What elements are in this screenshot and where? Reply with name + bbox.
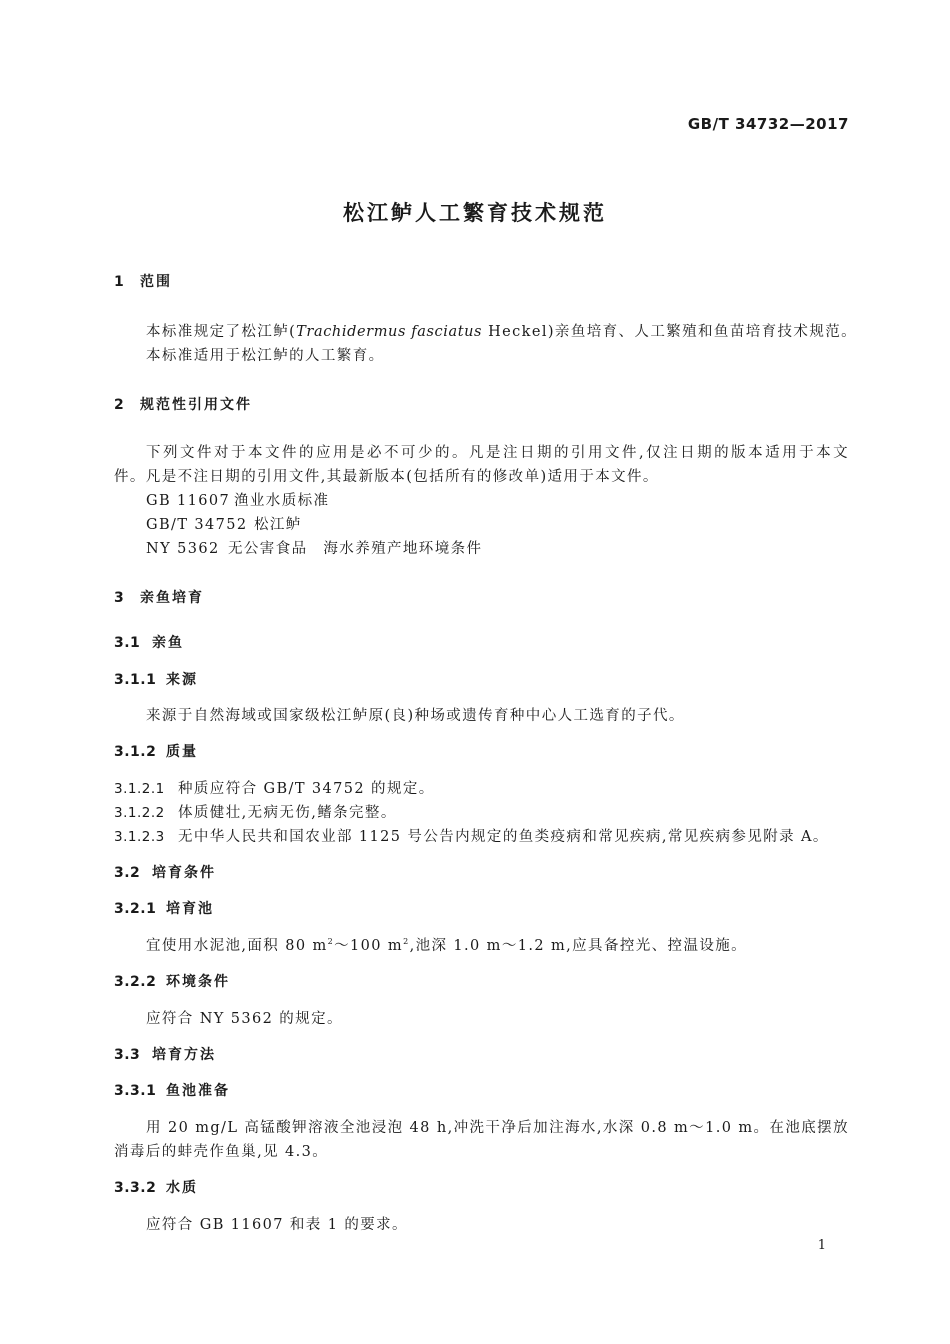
section-1-heading-text (114, 271, 172, 291)
clause-3-1-2-3 (114, 825, 829, 846)
pond-prep-line-2: 消毒后的蚌壳作鱼巢,见 4.3。 (114, 1144, 329, 1160)
page-number: 1 (817, 1238, 826, 1253)
page-title: 松江鲈人工繁育技术规范 (343, 201, 607, 225)
subsection-3-1-heading (114, 632, 184, 652)
subsection-3-1-2-heading (114, 741, 198, 761)
clause-text: 种质应符合 GB/T 34752 的规定。 (178, 781, 435, 797)
reference-item (146, 537, 482, 558)
section-number: 1 (114, 274, 125, 290)
subsection-3-2-heading (114, 862, 216, 882)
section-title: 亲鱼培育 (140, 590, 204, 606)
section-number: 3 (114, 590, 125, 606)
environment-paragraph: 应符合 NY 5362 的规定。 (146, 1011, 343, 1027)
section-title: 规范性引用文件 (140, 397, 252, 413)
pond-paragraph (146, 934, 747, 955)
latin-name: Trachidermus fasciatus (296, 324, 483, 340)
section-number: 3.3.2 (114, 1180, 157, 1196)
reference-code: GB 11607 (146, 493, 231, 509)
section-number: 3.2.1 (114, 901, 157, 917)
section-number: 2 (114, 397, 125, 413)
text: ～100 m (334, 938, 404, 954)
clause-number: 3.1.2.3 (114, 829, 165, 845)
text: 宜使用水泥池,面积 80 m (146, 938, 328, 954)
reference-item (146, 513, 302, 534)
section-number: 3.3 (114, 1047, 141, 1063)
section-number: 3.2 (114, 865, 141, 881)
text: Heckel)亲鱼培育、人工繁殖和鱼苗培育技术规范。 (482, 324, 858, 340)
reference-name: 松江鲈 (254, 517, 302, 533)
references-paragraph-line-1: 下列文件对于本文件的应用是必不可少的。凡是注日期的引用文件,仅注日期的版本适用于本文 (146, 445, 849, 461)
scope-paragraph-1 (146, 320, 857, 341)
clause-text: 体质健壮,无病无伤,鳍条完整。 (178, 805, 397, 821)
superscript: 2 (403, 937, 410, 946)
section-title: 亲鱼 (152, 635, 184, 651)
section-title: 环境条件 (166, 974, 230, 990)
clause-text: 无中华人民共和国农业部 1125 号公告内规定的鱼类疫病和常见疾病,常见疾病参见附录 A。 (178, 829, 829, 845)
pond-prep-line-1: 用 20 mg/L 高锰酸钾溶液全池浸泡 48 h,冲洗干净后加注海水,水深 0.8 m～1.0 m。在池底摆放 (146, 1120, 849, 1136)
section-title: 范围 (140, 274, 172, 290)
reference-code: GB/T 34752 (146, 517, 248, 533)
subsection-3-3-1-heading (114, 1080, 230, 1100)
reference-name: 渔业水质标准 (234, 493, 330, 509)
clause-3-1-2-2 (114, 801, 397, 822)
text: 本标准规定了松江鲈( (146, 324, 297, 340)
superscript: 2 (327, 937, 335, 946)
section-number: 3.1.2 (114, 744, 157, 760)
section-title: 来源 (166, 672, 198, 688)
section-title: 培育条件 (152, 865, 216, 881)
section-3-heading (114, 587, 204, 607)
subsection-3-2-2-heading (114, 971, 230, 991)
section-title: 培育方法 (152, 1047, 216, 1063)
subsection-3-3-2-heading (114, 1177, 198, 1197)
section-title: 水质 (166, 1180, 198, 1196)
references-paragraph-line-2: 件。凡是不注日期的引用文件,其最新版本(包括所有的修改单)适用于本文件。 (114, 469, 659, 485)
clause-number: 3.1.2.2 (114, 805, 165, 821)
section-number: 3.2.2 (114, 974, 157, 990)
scope-paragraph-2: 本标准适用于松江鲈的人工繁育。 (146, 348, 385, 364)
reference-name: 无公害食品 海水养殖产地环境条件 (228, 541, 483, 557)
clause-number: 3.1.2.1 (114, 781, 165, 797)
clause-3-1-2-1 (114, 777, 435, 798)
section-number: 3.3.1 (114, 1083, 157, 1099)
section-2-heading (114, 394, 252, 414)
section-number: 3.1.1 (114, 672, 157, 688)
reference-item (146, 489, 329, 510)
reference-code: NY 5362 (146, 541, 220, 557)
section-title: 鱼池准备 (166, 1083, 230, 1099)
subsection-3-3-heading (114, 1044, 216, 1064)
section-number: 3.1 (114, 635, 141, 651)
subsection-3-1-1-heading (114, 669, 198, 689)
water-quality-paragraph: 应符合 GB 11607 和表 1 的要求。 (146, 1217, 408, 1233)
subsection-3-2-1-heading (114, 898, 214, 918)
standard-number: GB/T 34732—2017 (687, 115, 849, 133)
section-title: 培育池 (166, 901, 214, 917)
text: ,池深 1.0 m～1.2 m,应具备控光、控温设施。 (409, 938, 748, 954)
source-paragraph: 来源于自然海域或国家级松江鲈原(良)种场或遗传育种中心人工选育的子代。 (146, 708, 685, 724)
section-title: 质量 (166, 744, 198, 760)
